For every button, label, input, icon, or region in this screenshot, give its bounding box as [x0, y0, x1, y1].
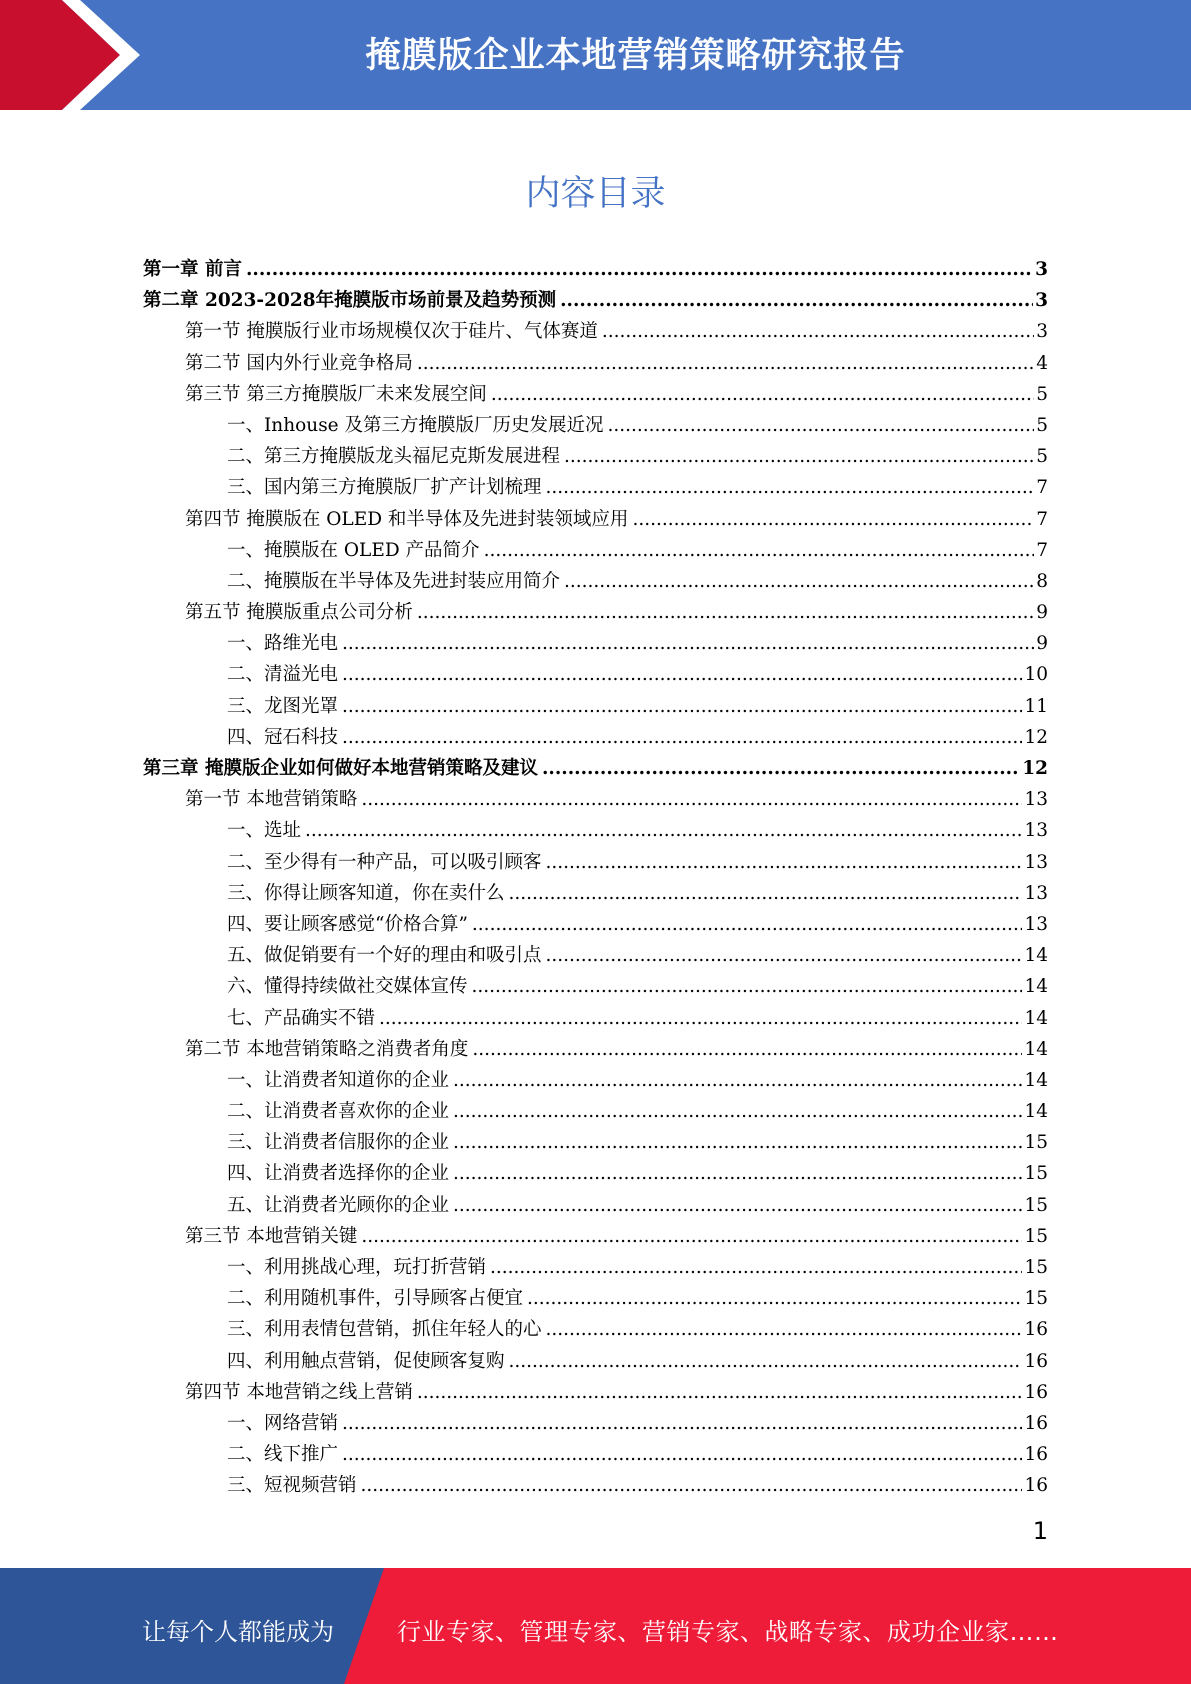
- toc-dot-leader: [361, 1221, 1022, 1252]
- toc-dot-leader: [417, 1377, 1023, 1408]
- toc-entry-label: 第二章 2023-2028年掩膜版市场前景及趋势预测: [143, 290, 557, 312]
- toc-entry-page: 14: [1024, 1101, 1048, 1123]
- toc-entry-page: 13: [1024, 882, 1048, 904]
- footer-slogan-left: 让每个人都能成为: [142, 1618, 334, 1646]
- toc-dot-leader: [564, 566, 1034, 597]
- toc-entry[interactable]: [143, 1065, 1048, 1096]
- toc-entry-label: 第三章 掩膜版企业如何做好本地营销策略及建议: [143, 758, 538, 779]
- toc-dot-leader: [472, 909, 1023, 940]
- toc-entry-label: 第一节 掩膜版行业市场规模仅次于硅片、气体赛道: [185, 321, 598, 343]
- toc-dot-leader: [484, 535, 1035, 566]
- toc-entry[interactable]: [143, 1377, 1048, 1408]
- toc-dot-leader: [246, 254, 1033, 285]
- toc-entry-page: 3: [1035, 259, 1048, 280]
- toc-entry-label: 二、第三方掩膜版龙头福尼克斯发展进程: [227, 446, 561, 468]
- toc-entry[interactable]: [143, 285, 1048, 316]
- toc-dot-leader: [342, 1439, 1022, 1470]
- toc-entry-label: 三、利用表情包营销，抓住年轻人的心: [227, 1319, 542, 1341]
- toc-dot-leader: [417, 597, 1034, 628]
- toc-entry-label: 三、你得让顾客知道，你在卖什么: [227, 882, 505, 904]
- toc-dot-leader: [453, 1190, 1022, 1221]
- toc-dot-leader: [453, 1158, 1022, 1189]
- toc-dot-leader: [546, 1314, 1023, 1345]
- header-arrow-decoration: [0, 0, 160, 110]
- toc-entry-page: 15: [1024, 1194, 1048, 1216]
- toc-entry-label: 七、产品确实不错: [227, 1007, 376, 1029]
- toc-entry[interactable]: [143, 1190, 1048, 1221]
- page-header: [0, 0, 1191, 110]
- toc-entry-label: 第三节 第三方掩膜版厂未来发展空间: [185, 383, 487, 405]
- toc-entry[interactable]: [143, 254, 1048, 285]
- toc-entry[interactable]: [143, 1408, 1048, 1439]
- toc-dot-leader: [305, 815, 1022, 846]
- toc-entry[interactable]: [143, 1252, 1048, 1283]
- toc-entry-page: 14: [1024, 976, 1048, 998]
- toc-entry-label: 第五节 掩膜版重点公司分析: [185, 602, 413, 624]
- toc-entry[interactable]: [143, 940, 1048, 971]
- toc-entry[interactable]: [143, 1346, 1048, 1377]
- toc-entry[interactable]: [143, 441, 1048, 472]
- toc-entry[interactable]: [143, 1470, 1048, 1501]
- toc-dot-leader: [453, 1096, 1022, 1127]
- toc-entry[interactable]: [143, 597, 1048, 628]
- toc-entry-page: 3: [1035, 290, 1048, 312]
- toc-entry-page: 15: [1024, 1132, 1048, 1154]
- toc-entry-page: 14: [1024, 1007, 1048, 1029]
- toc-entry-label: 五、让消费者光顾你的企业: [227, 1194, 450, 1216]
- toc-entry[interactable]: [143, 1034, 1048, 1065]
- toc-entry[interactable]: [143, 847, 1048, 878]
- footer-slogan-right: 行业专家、管理专家、营销专家、战略专家、成功企业家……: [397, 1618, 1059, 1646]
- toc-entry[interactable]: [143, 348, 1048, 379]
- toc-dot-leader: [342, 1408, 1022, 1439]
- toc-entry-page: 5: [1036, 446, 1048, 468]
- page-number: 1: [1032, 1517, 1048, 1545]
- toc-dot-leader: [564, 441, 1034, 472]
- toc-dot-leader: [509, 1346, 1023, 1377]
- toc-entry[interactable]: [143, 971, 1048, 1002]
- toc-dot-leader: [472, 1034, 1022, 1065]
- toc-dot-leader: [602, 316, 1034, 347]
- toc-entry-page: 5: [1036, 414, 1048, 436]
- toc-entry-page: 16: [1024, 1319, 1048, 1341]
- toc-entry[interactable]: [143, 472, 1048, 503]
- toc-entry[interactable]: [143, 535, 1048, 566]
- toc-dot-leader: [509, 878, 1023, 909]
- toc-entry[interactable]: [143, 691, 1048, 722]
- toc-entry-page: 14: [1024, 1038, 1048, 1060]
- toc-entry[interactable]: [143, 909, 1048, 940]
- toc-entry-page: 15: [1024, 1225, 1048, 1247]
- toc-dot-leader: [453, 1127, 1022, 1158]
- toc-entry-label: 第一节 本地营销策略: [185, 789, 358, 811]
- toc-entry[interactable]: [143, 1127, 1048, 1158]
- toc-entry-label: 四、利用触点营销，促使顾客复购: [227, 1350, 505, 1372]
- toc-entry-label: 一、Inhouse 及第三方掩膜版厂历史发展近况: [227, 414, 604, 436]
- toc-entry[interactable]: [143, 504, 1048, 535]
- toc-entry-label: 第四节 掩膜版在 OLED 和半导体及先进封装领域应用: [185, 508, 629, 530]
- toc-entry[interactable]: [143, 878, 1048, 909]
- table-of-contents: [143, 254, 1048, 1502]
- toc-entry-label: 二、清溢光电: [227, 664, 339, 686]
- toc-entry-page: 13: [1024, 820, 1048, 842]
- toc-entry-label: 二、让消费者喜欢你的企业: [227, 1101, 450, 1123]
- toc-dot-leader: [342, 691, 1022, 722]
- toc-entry-label: 一、掩膜版在 OLED 产品简介: [227, 539, 480, 561]
- toc-dot-leader: [472, 971, 1023, 1002]
- toc-entry-page: 16: [1024, 1444, 1048, 1466]
- toc-entry-label: 二、掩膜版在半导体及先进封装应用简介: [227, 570, 561, 592]
- toc-entry[interactable]: [143, 410, 1048, 441]
- toc-entry-page: 3: [1036, 321, 1048, 343]
- toc-entry-label: 四、要让顾客感觉“价格合算”: [227, 913, 468, 935]
- toc-entry-page: 9: [1036, 633, 1048, 655]
- toc-entry-label: 二、至少得有一种产品，可以吸引顾客: [227, 851, 542, 873]
- toc-entry-label: 五、做促销要有一个好的理由和吸引点: [227, 945, 542, 967]
- toc-entry-label: 三、龙图光罩: [227, 695, 339, 717]
- toc-dot-leader: [491, 379, 1034, 410]
- toc-entry-page: 13: [1024, 789, 1048, 811]
- toc-heading: 内容目录: [525, 174, 666, 214]
- toc-entry-page: 16: [1024, 1475, 1048, 1497]
- toc-entry-label: 三、短视频营销: [227, 1475, 357, 1497]
- toc-entry-label: 第二节 国内外行业竞争格局: [185, 352, 413, 374]
- toc-entry-page: 14: [1024, 945, 1048, 967]
- toc-entry-page: 16: [1024, 1412, 1048, 1434]
- toc-entry-page: 11: [1024, 695, 1048, 717]
- toc-entry-label: 四、让消费者选择你的企业: [227, 1163, 450, 1185]
- toc-entry[interactable]: [143, 1096, 1048, 1127]
- toc-dot-leader: [342, 722, 1022, 753]
- toc-dot-leader: [361, 784, 1022, 815]
- toc-entry-label: 第一章 前言: [143, 259, 242, 280]
- toc-entry-label: 四、冠石科技: [227, 726, 339, 748]
- toc-dot-leader: [490, 1252, 1022, 1283]
- toc-entry-page: 15: [1024, 1257, 1048, 1278]
- toc-entry-label: 一、让消费者知道你的企业: [227, 1069, 450, 1091]
- toc-entry-label: 六、懂得持续做社交媒体宣传: [227, 976, 468, 998]
- toc-entry[interactable]: [143, 1439, 1048, 1470]
- toc-dot-leader: [542, 753, 1020, 784]
- toc-entry-label: 一、利用挑战心理，玩打折营销: [227, 1257, 487, 1278]
- toc-entry[interactable]: [143, 659, 1048, 690]
- toc-entry-page: 15: [1024, 1163, 1048, 1185]
- toc-dot-leader: [546, 472, 1035, 503]
- toc-entry-page: 14: [1024, 1069, 1048, 1091]
- toc-entry[interactable]: [143, 628, 1048, 659]
- toc-entry[interactable]: [143, 1003, 1048, 1034]
- toc-dot-leader: [453, 1065, 1022, 1096]
- toc-entry[interactable]: [143, 316, 1048, 347]
- toc-entry-page: 12: [1022, 758, 1048, 779]
- toc-dot-leader: [342, 659, 1022, 690]
- toc-entry-page: 7: [1036, 477, 1048, 499]
- toc-entry-page: 7: [1036, 539, 1048, 561]
- toc-dot-leader: [527, 1283, 1022, 1314]
- toc-entry-page: 8: [1036, 570, 1048, 592]
- toc-entry[interactable]: [143, 1158, 1048, 1189]
- toc-entry-label: 一、路维光电: [227, 633, 339, 655]
- toc-entry-label: 第三节 本地营销关键: [185, 1225, 358, 1247]
- toc-entry[interactable]: [143, 722, 1048, 753]
- toc-entry[interactable]: [143, 1283, 1048, 1314]
- toc-entry-label: 一、选址: [227, 820, 302, 842]
- toc-entry-label: 第四节 本地营销之线上营销: [185, 1381, 413, 1403]
- toc-entry-label: 二、利用随机事件，引导顾客占便宜: [227, 1288, 524, 1310]
- toc-entry-label: 三、国内第三方掩膜版厂扩产计划梳理: [227, 477, 542, 499]
- toc-entry[interactable]: [143, 784, 1048, 815]
- toc-dot-leader: [361, 1470, 1023, 1501]
- toc-dot-leader: [417, 348, 1034, 379]
- toc-entry-page: 13: [1024, 913, 1048, 935]
- toc-entry-label: 三、让消费者信服你的企业: [227, 1132, 450, 1154]
- toc-entry-label: 第二节 本地营销策略之消费者角度: [185, 1038, 469, 1060]
- toc-dot-leader: [632, 504, 1034, 535]
- toc-entry-label: 二、线下推广: [227, 1444, 339, 1466]
- toc-entry-page: 10: [1024, 664, 1048, 686]
- toc-entry-page: 16: [1024, 1350, 1048, 1372]
- toc-entry[interactable]: [143, 379, 1048, 410]
- report-title: 掩膜版企业本地营销策略研究报告: [365, 36, 906, 76]
- toc-entry-page: 4: [1036, 352, 1048, 374]
- toc-dot-leader: [546, 847, 1023, 878]
- toc-entry[interactable]: [143, 1221, 1048, 1252]
- toc-entry[interactable]: [143, 566, 1048, 597]
- toc-entry-page: 12: [1024, 726, 1048, 748]
- toc-entry-page: 9: [1036, 602, 1048, 624]
- page-footer: [0, 1568, 1191, 1684]
- toc-entry-label: 一、网络营销: [227, 1412, 339, 1434]
- toc-entry-page: 15: [1024, 1288, 1048, 1310]
- toc-entry[interactable]: [143, 753, 1048, 784]
- toc-entry[interactable]: [143, 1314, 1048, 1345]
- toc-entry-page: 7: [1036, 508, 1048, 530]
- toc-dot-leader: [546, 940, 1023, 971]
- toc-entry-page: 5: [1036, 383, 1048, 405]
- toc-entry[interactable]: [143, 815, 1048, 846]
- toc-dot-leader: [608, 410, 1035, 441]
- toc-dot-leader: [379, 1003, 1022, 1034]
- toc-entry-page: 16: [1024, 1381, 1048, 1403]
- toc-entry-page: 13: [1024, 851, 1048, 873]
- toc-dot-leader: [560, 285, 1033, 316]
- toc-dot-leader: [342, 628, 1034, 659]
